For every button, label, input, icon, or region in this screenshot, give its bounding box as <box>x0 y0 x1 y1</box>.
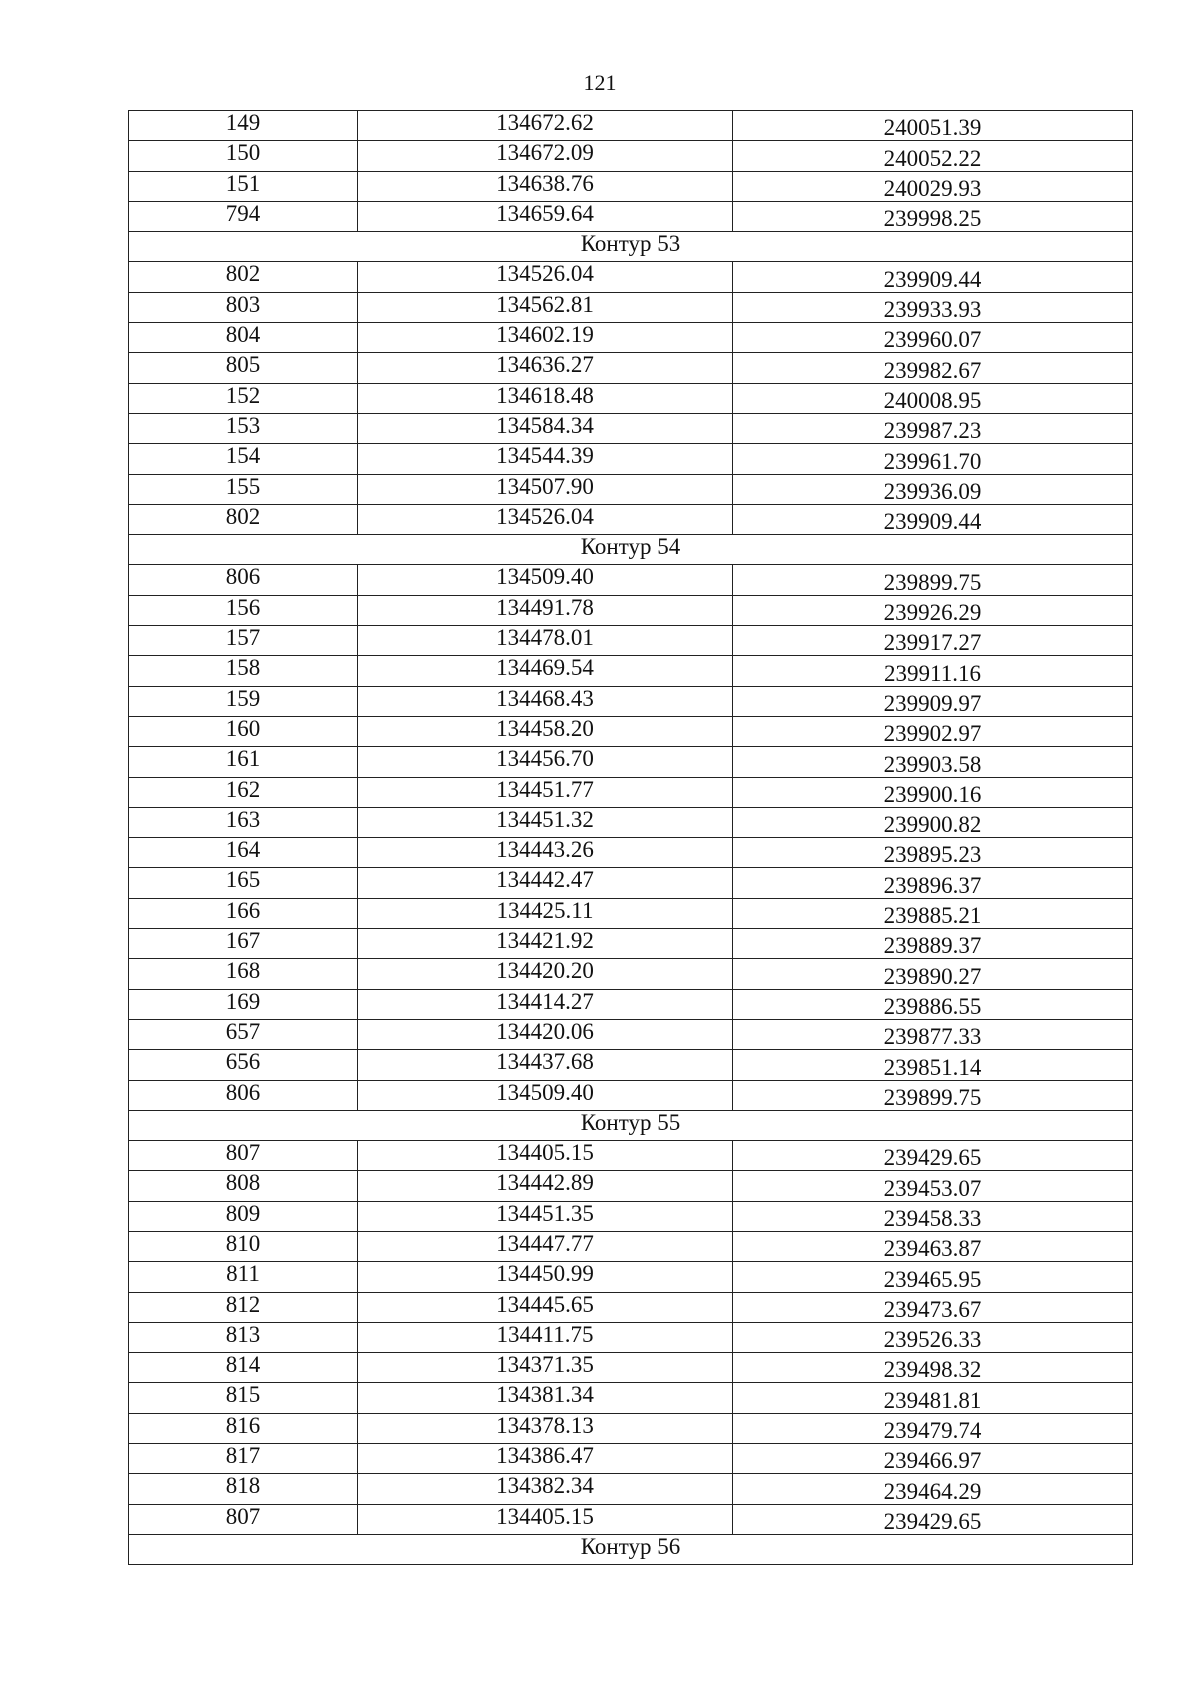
x-coordinate-cell: 134526.04 <box>358 504 733 534</box>
y-coordinate-cell: 239890.27 <box>733 959 1133 989</box>
x-coordinate-cell: 134451.32 <box>358 807 733 837</box>
x-coordinate-cell: 134450.99 <box>358 1262 733 1292</box>
x-coordinate-cell: 134420.06 <box>358 1019 733 1049</box>
x-coordinate-cell: 134447.77 <box>358 1231 733 1261</box>
table-row <box>129 1080 1133 1110</box>
point-number-cell: 806 <box>129 565 358 595</box>
y-coordinate-cell: 239909.44 <box>733 504 1133 534</box>
x-coordinate-cell: 134421.92 <box>358 929 733 959</box>
x-coordinate-cell: 134526.04 <box>358 262 733 292</box>
y-coordinate-cell: 239900.16 <box>733 777 1133 807</box>
point-number-cell: 807 <box>129 1504 358 1534</box>
table-row <box>129 747 1133 777</box>
table-row <box>129 1474 1133 1504</box>
y-coordinate-cell: 239466.97 <box>733 1444 1133 1474</box>
point-number-cell: 158 <box>129 656 358 686</box>
x-coordinate-cell: 134378.13 <box>358 1413 733 1443</box>
x-coordinate-cell: 134405.15 <box>358 1504 733 1534</box>
point-number-cell: 802 <box>129 262 358 292</box>
table-row <box>129 868 1133 898</box>
x-coordinate-cell: 134468.43 <box>358 686 733 716</box>
point-number-cell: 814 <box>129 1353 358 1383</box>
y-coordinate-cell: 239895.23 <box>733 838 1133 868</box>
point-number-cell: 811 <box>129 1262 358 1292</box>
contour-header-row <box>129 1534 1133 1564</box>
table-row <box>129 1413 1133 1443</box>
table-row <box>129 1141 1133 1171</box>
x-coordinate-cell: 134386.47 <box>358 1444 733 1474</box>
table-row <box>129 1322 1133 1352</box>
x-coordinate-cell: 134456.70 <box>358 747 733 777</box>
table-row <box>129 262 1133 292</box>
point-number-cell: 156 <box>129 595 358 625</box>
point-number-cell: 149 <box>129 111 358 141</box>
y-coordinate-cell: 239465.95 <box>733 1262 1133 1292</box>
point-number-cell: 657 <box>129 1019 358 1049</box>
x-coordinate-cell: 134381.34 <box>358 1383 733 1413</box>
y-coordinate-cell: 240052.22 <box>733 141 1133 171</box>
y-coordinate-cell: 239453.07 <box>733 1171 1133 1201</box>
y-coordinate-cell: 239960.07 <box>733 323 1133 353</box>
x-coordinate-cell: 134411.75 <box>358 1322 733 1352</box>
point-number-cell: 167 <box>129 929 358 959</box>
table-row <box>129 413 1133 443</box>
x-coordinate-cell: 134507.90 <box>358 474 733 504</box>
y-coordinate-cell: 239902.97 <box>733 716 1133 746</box>
table-row <box>129 959 1133 989</box>
x-coordinate-cell: 134618.48 <box>358 383 733 413</box>
point-number-cell: 809 <box>129 1201 358 1231</box>
point-number-cell: 802 <box>129 504 358 534</box>
table-row <box>129 716 1133 746</box>
y-coordinate-cell: 239429.65 <box>733 1504 1133 1534</box>
y-coordinate-cell: 239926.29 <box>733 595 1133 625</box>
x-coordinate-cell: 134478.01 <box>358 626 733 656</box>
point-number-cell: 794 <box>129 201 358 231</box>
y-coordinate-cell: 239885.21 <box>733 898 1133 928</box>
x-coordinate-cell: 134458.20 <box>358 716 733 746</box>
x-coordinate-cell: 134602.19 <box>358 323 733 353</box>
point-number-cell: 153 <box>129 413 358 443</box>
table-row <box>129 898 1133 928</box>
y-coordinate-cell: 239479.74 <box>733 1413 1133 1443</box>
table-row <box>129 565 1133 595</box>
x-coordinate-cell: 134382.34 <box>358 1474 733 1504</box>
point-number-cell: 162 <box>129 777 358 807</box>
y-coordinate-cell: 239900.82 <box>733 807 1133 837</box>
contour-label: Контур 55 <box>129 1110 1133 1140</box>
table-row <box>129 1050 1133 1080</box>
x-coordinate-cell: 134451.35 <box>358 1201 733 1231</box>
table-row <box>129 323 1133 353</box>
point-number-cell: 164 <box>129 838 358 868</box>
x-coordinate-cell: 134445.65 <box>358 1292 733 1322</box>
table-row <box>129 777 1133 807</box>
point-number-cell: 803 <box>129 292 358 322</box>
x-coordinate-cell: 134442.47 <box>358 868 733 898</box>
y-coordinate-cell: 240029.93 <box>733 171 1133 201</box>
y-coordinate-cell: 239851.14 <box>733 1050 1133 1080</box>
point-number-cell: 812 <box>129 1292 358 1322</box>
y-coordinate-cell: 239481.81 <box>733 1383 1133 1413</box>
x-coordinate-cell: 134371.35 <box>358 1353 733 1383</box>
x-coordinate-cell: 134437.68 <box>358 1050 733 1080</box>
point-number-cell: 810 <box>129 1231 358 1261</box>
point-number-cell: 166 <box>129 898 358 928</box>
table-row <box>129 171 1133 201</box>
x-coordinate-cell: 134638.76 <box>358 171 733 201</box>
x-coordinate-cell: 134672.62 <box>358 111 733 141</box>
contour-header-row <box>129 1110 1133 1140</box>
table-row <box>129 474 1133 504</box>
x-coordinate-cell: 134509.40 <box>358 1080 733 1110</box>
table-row <box>129 626 1133 656</box>
table-row <box>129 656 1133 686</box>
table-row <box>129 1019 1133 1049</box>
point-number-cell: 815 <box>129 1383 358 1413</box>
x-coordinate-cell: 134659.64 <box>358 201 733 231</box>
point-number-cell: 806 <box>129 1080 358 1110</box>
y-coordinate-cell: 239911.16 <box>733 656 1133 686</box>
y-coordinate-cell: 239473.67 <box>733 1292 1133 1322</box>
y-coordinate-cell: 239909.44 <box>733 262 1133 292</box>
contour-label: Контур 54 <box>129 535 1133 565</box>
table-row <box>129 989 1133 1019</box>
y-coordinate-cell: 240008.95 <box>733 383 1133 413</box>
point-number-cell: 151 <box>129 171 358 201</box>
x-coordinate-cell: 134636.27 <box>358 353 733 383</box>
y-coordinate-cell: 239982.67 <box>733 353 1133 383</box>
coordinates-table <box>128 110 1133 1565</box>
table-row <box>129 1262 1133 1292</box>
y-coordinate-cell: 239498.32 <box>733 1353 1133 1383</box>
page-number: 121 <box>583 70 617 95</box>
y-coordinate-cell: 239987.23 <box>733 413 1133 443</box>
y-coordinate-cell: 239933.93 <box>733 292 1133 322</box>
table-row <box>129 1504 1133 1534</box>
table-row <box>129 1231 1133 1261</box>
y-coordinate-cell: 239903.58 <box>733 747 1133 777</box>
x-coordinate-cell: 134414.27 <box>358 989 733 1019</box>
x-coordinate-cell: 134405.15 <box>358 1141 733 1171</box>
table-row <box>129 201 1133 231</box>
y-coordinate-cell: 239458.33 <box>733 1201 1133 1231</box>
point-number-cell: 159 <box>129 686 358 716</box>
x-coordinate-cell: 134509.40 <box>358 565 733 595</box>
point-number-cell: 807 <box>129 1141 358 1171</box>
y-coordinate-cell: 239899.75 <box>733 565 1133 595</box>
y-coordinate-cell: 239886.55 <box>733 989 1133 1019</box>
point-number-cell: 160 <box>129 716 358 746</box>
x-coordinate-cell: 134443.26 <box>358 838 733 868</box>
table-row <box>129 686 1133 716</box>
x-coordinate-cell: 134562.81 <box>358 292 733 322</box>
point-number-cell: 804 <box>129 323 358 353</box>
y-coordinate-cell: 239877.33 <box>733 1019 1133 1049</box>
y-coordinate-cell: 239464.29 <box>733 1474 1133 1504</box>
table-row <box>129 838 1133 868</box>
y-coordinate-cell: 239998.25 <box>733 201 1133 231</box>
x-coordinate-cell: 134420.20 <box>358 959 733 989</box>
x-coordinate-cell: 134584.34 <box>358 413 733 443</box>
point-number-cell: 155 <box>129 474 358 504</box>
y-coordinate-cell: 239889.37 <box>733 929 1133 959</box>
point-number-cell: 150 <box>129 141 358 171</box>
y-coordinate-cell: 240051.39 <box>733 111 1133 141</box>
point-number-cell: 154 <box>129 444 358 474</box>
y-coordinate-cell: 239429.65 <box>733 1141 1133 1171</box>
table-row <box>129 807 1133 837</box>
table-row <box>129 929 1133 959</box>
point-number-cell: 805 <box>129 353 358 383</box>
x-coordinate-cell: 134544.39 <box>358 444 733 474</box>
contour-header-row <box>129 232 1133 262</box>
table-row <box>129 383 1133 413</box>
coordinates-table-body <box>129 111 1133 1565</box>
table-row <box>129 1201 1133 1231</box>
table-row <box>129 595 1133 625</box>
y-coordinate-cell: 239961.70 <box>733 444 1133 474</box>
point-number-cell: 163 <box>129 807 358 837</box>
point-number-cell: 808 <box>129 1171 358 1201</box>
point-number-cell: 656 <box>129 1050 358 1080</box>
table-row <box>129 1444 1133 1474</box>
x-coordinate-cell: 134491.78 <box>358 595 733 625</box>
y-coordinate-cell: 239463.87 <box>733 1231 1133 1261</box>
table-row <box>129 504 1133 534</box>
table-row <box>129 1383 1133 1413</box>
x-coordinate-cell: 134672.09 <box>358 141 733 171</box>
table-row <box>129 1171 1133 1201</box>
table-row <box>129 1292 1133 1322</box>
point-number-cell: 818 <box>129 1474 358 1504</box>
table-row <box>129 141 1133 171</box>
table-row <box>129 353 1133 383</box>
point-number-cell: 152 <box>129 383 358 413</box>
x-coordinate-cell: 134425.11 <box>358 898 733 928</box>
point-number-cell: 168 <box>129 959 358 989</box>
x-coordinate-cell: 134442.89 <box>358 1171 733 1201</box>
point-number-cell: 161 <box>129 747 358 777</box>
y-coordinate-cell: 239526.33 <box>733 1322 1133 1352</box>
contour-header-row <box>129 535 1133 565</box>
point-number-cell: 165 <box>129 868 358 898</box>
contour-label: Контур 53 <box>129 232 1133 262</box>
table-row <box>129 1353 1133 1383</box>
x-coordinate-cell: 134451.77 <box>358 777 733 807</box>
y-coordinate-cell: 239936.09 <box>733 474 1133 504</box>
point-number-cell: 813 <box>129 1322 358 1352</box>
table-row <box>129 111 1133 141</box>
table-row <box>129 444 1133 474</box>
point-number-cell: 817 <box>129 1444 358 1474</box>
y-coordinate-cell: 239896.37 <box>733 868 1133 898</box>
x-coordinate-cell: 134469.54 <box>358 656 733 686</box>
y-coordinate-cell: 239917.27 <box>733 626 1133 656</box>
y-coordinate-cell: 239899.75 <box>733 1080 1133 1110</box>
y-coordinate-cell: 239909.97 <box>733 686 1133 716</box>
contour-label: Контур 56 <box>129 1534 1133 1564</box>
point-number-cell: 169 <box>129 989 358 1019</box>
point-number-cell: 157 <box>129 626 358 656</box>
table-row <box>129 292 1133 322</box>
point-number-cell: 816 <box>129 1413 358 1443</box>
